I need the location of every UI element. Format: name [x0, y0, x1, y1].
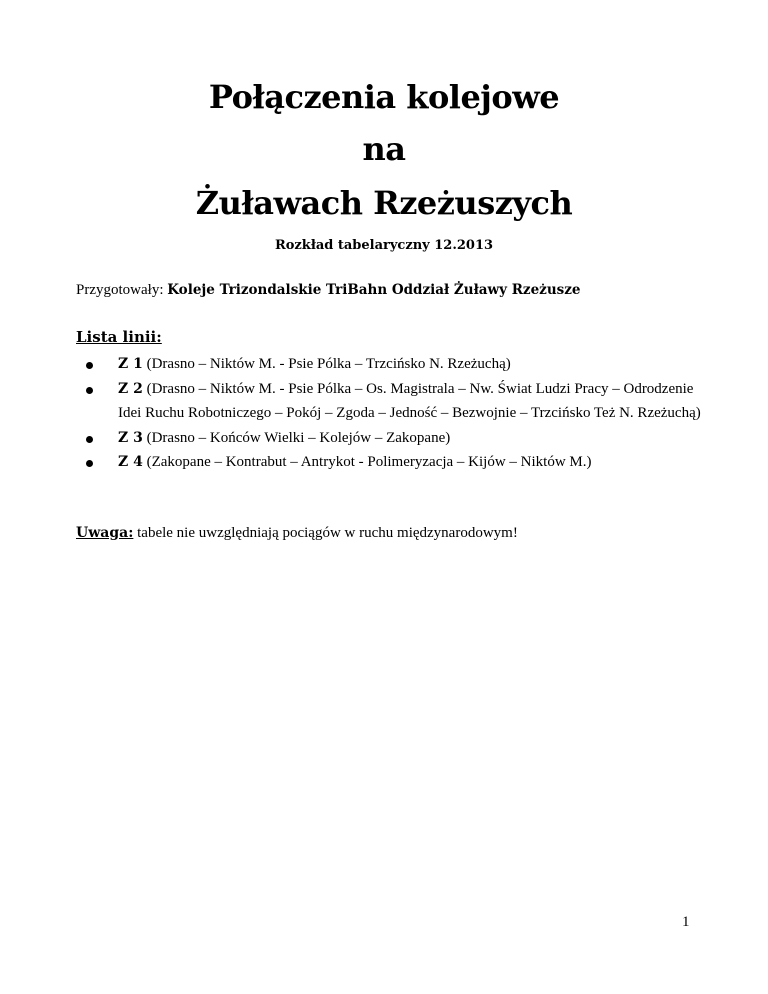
- note-label: Uwaga:: [76, 525, 134, 541]
- title-line-2: na: [362, 130, 406, 168]
- list-item: [76, 450, 716, 475]
- list-item: [76, 352, 716, 377]
- line-route: (Zakopane – Kontrabut – Antrykot - Polimeryzacja – Kijów – Niktów M.): [146, 454, 592, 470]
- prepared-label: Przygotowały:: [76, 282, 164, 298]
- note: [76, 525, 518, 542]
- line-code: Z 1: [118, 356, 143, 372]
- bullet-icon: [86, 387, 93, 394]
- note-text: tabele nie uwzględniają pociągów w ruchu międzynarodowym!: [133, 525, 518, 541]
- bullet-icon: [86, 460, 93, 467]
- page-number: 1: [682, 914, 690, 930]
- line-route: (Drasno – Końców Wielki – Kolejów – Zakopane): [146, 429, 451, 446]
- line-code: Z 3: [118, 429, 143, 446]
- title-line-1: Połączenia kolejowe: [208, 78, 560, 116]
- list-item: [76, 377, 716, 426]
- prepared-organization: Koleje Trizondalskie TriBahn Oddział Żuławy Rzeżusze: [167, 282, 581, 298]
- list-item: [76, 426, 716, 451]
- prepared-by: [76, 282, 581, 299]
- bullet-icon: [86, 362, 93, 369]
- lines-list: [76, 352, 716, 475]
- subtitle: Rozkład tabelaryczny 12.2013: [274, 238, 494, 253]
- lines-heading: Lista linii:: [76, 328, 162, 346]
- line-code: Z 2: [118, 380, 143, 397]
- line-route: (Drasno – Niktów M. - Psie Pólka – Trzcińsko N. Rzeżuchą): [146, 356, 511, 372]
- title-line-3: Żuławach Rzeżuszych: [195, 184, 573, 222]
- line-code: Z 4: [118, 454, 143, 470]
- line-route: (Drasno – Niktów M. - Psie Pólka – Os. Magistrala – Nw. Świat Ludzi Pracy – Odrodzenie Idei Ruchu Robotniczego – Pokój – Zgoda – Jedność – Bezwojnie – Trzcińsko Też N. Rzeżuchą): [118, 380, 701, 421]
- bullet-icon: [86, 436, 93, 443]
